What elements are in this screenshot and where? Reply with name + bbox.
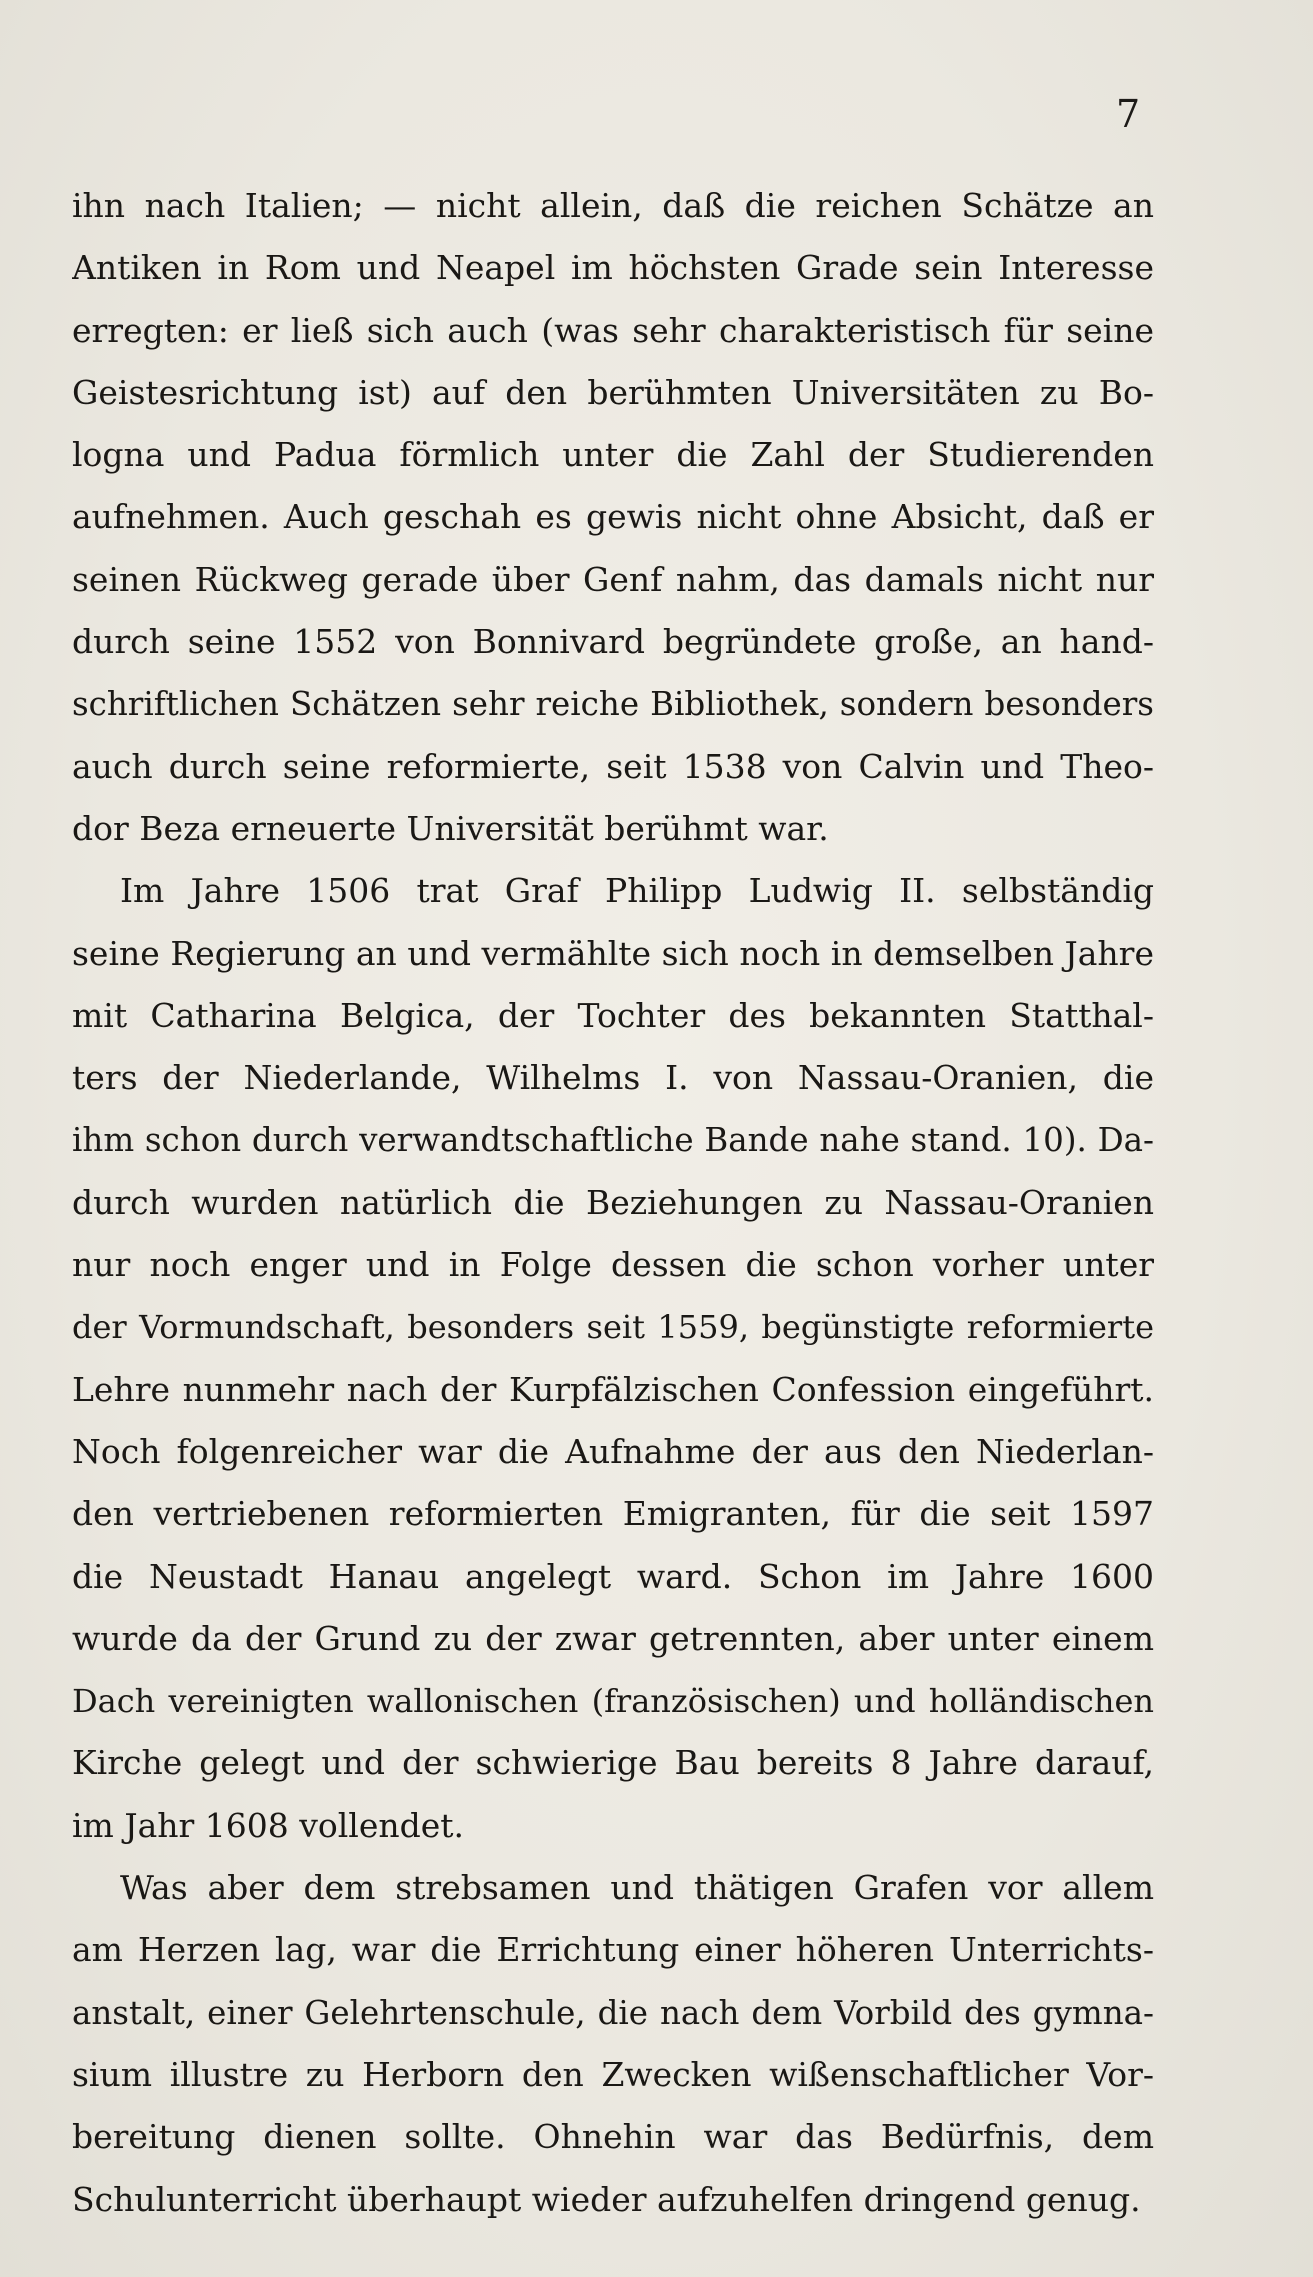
text-line-paragraph-start: Im Jahre 1506 trat Graf Philipp Ludwig II. selbständig	[120, 871, 1154, 911]
page-number: 7	[1116, 92, 1141, 136]
text-line: ihm schon durch verwandtschaftliche Bande nahe stand. 10). Da-	[72, 1121, 1154, 1160]
text-line: Antiken in Rom und Neapel im höchsten Grade sein Interesse	[72, 248, 1154, 288]
text-line: Kirche gelegt und der schwierige Bau bereits 8 Jahre darauf,	[72, 1743, 1154, 1783]
text-line: aufnehmen. Auch geschah es gewis nicht ohne Absicht, daß er	[72, 497, 1154, 537]
text-line: bereitung dienen sollte. Ohnehin war das Bedürfnis, dem	[72, 2117, 1154, 2157]
text-line: ters der Niederlande, Wilhelms I. von Nassau-Oranien, die	[72, 1058, 1154, 1098]
text-line: am Herzen lag, war die Errichtung einer höheren Unterrichts-	[72, 1930, 1154, 1970]
text-line: erregten: er ließ sich auch (was sehr charakteristisch für seine	[72, 310, 1154, 350]
text-line: den vertriebenen reformierten Emigranten, für die seit 1597	[72, 1494, 1154, 1534]
text-line: logna und Padua förmlich unter die Zahl der Studierenden	[72, 435, 1154, 475]
text-line: schriftlichen Schätzen sehr reiche Bibliothek, sondern besonders	[72, 685, 1154, 724]
text-line: Lehre nunmehr nach der Kurpfälzischen Confession eingeführt.	[72, 1369, 1154, 1409]
text-line: seine Regierung an und vermählte sich noch in demselben Jahre	[72, 933, 1154, 973]
text-line: nur noch enger und in Folge dessen die schon vorher unter	[72, 1245, 1154, 1285]
text-line: durch seine 1552 von Bonnivard begründete große, an hand-	[72, 622, 1154, 662]
text-line: auch durch seine reformierte, seit 1538 von Calvin und Theo-	[72, 746, 1154, 786]
text-line: der Vormundschaft, besonders seit 1559, begünstigte reformierte	[72, 1308, 1154, 1347]
text-line: wurde da der Grund zu der zwar getrennten, aber unter einem	[72, 1618, 1154, 1658]
text-line-paragraph-end: im Jahr 1608 vollendet.	[72, 1805, 465, 1845]
text-line: mit Catharina Belgica, der Tochter des bekannten Statthal-	[72, 995, 1154, 1035]
text-line: Dach vereinigten wallonischen (französischen) und holländischen	[72, 1682, 1154, 1721]
text-line: die Neustadt Hanau angelegt ward. Schon im Jahre 1600	[72, 1556, 1154, 1596]
text-line: Noch folgenreicher war die Aufnahme der aus den Niederlan-	[72, 1431, 1154, 1471]
text-line-paragraph-end: Schulunterricht überhaupt wieder aufzuhelfen dringend genug.	[72, 2179, 1141, 2219]
text-line: anstalt, einer Gelehrtenschule, die nach dem Vorbild des gymna-	[72, 1993, 1154, 2032]
text-line-paragraph-end: dor Beza erneuerte Universität berühmt war.	[72, 808, 829, 848]
text-line: seinen Rückweg gerade über Genf nahm, das damals nicht nur	[72, 559, 1154, 599]
text-line: Geistesrichtung ist) auf den berühmten Universitäten zu Bo-	[72, 372, 1154, 412]
text-line: durch wurden natürlich die Beziehungen zu Nassau-Oranien	[72, 1182, 1154, 1222]
text-line: sium illustre zu Herborn den Zwecken wißenschaftlicher Vor-	[72, 2054, 1154, 2094]
text-line: ihn nach Italien; — nicht allein, daß die reichen Schätze an	[72, 186, 1154, 225]
body-text	[72, 175, 1154, 2231]
text-line-paragraph-start: Was aber dem strebsamen und thätigen Grafen vor allem	[120, 1868, 1154, 1908]
